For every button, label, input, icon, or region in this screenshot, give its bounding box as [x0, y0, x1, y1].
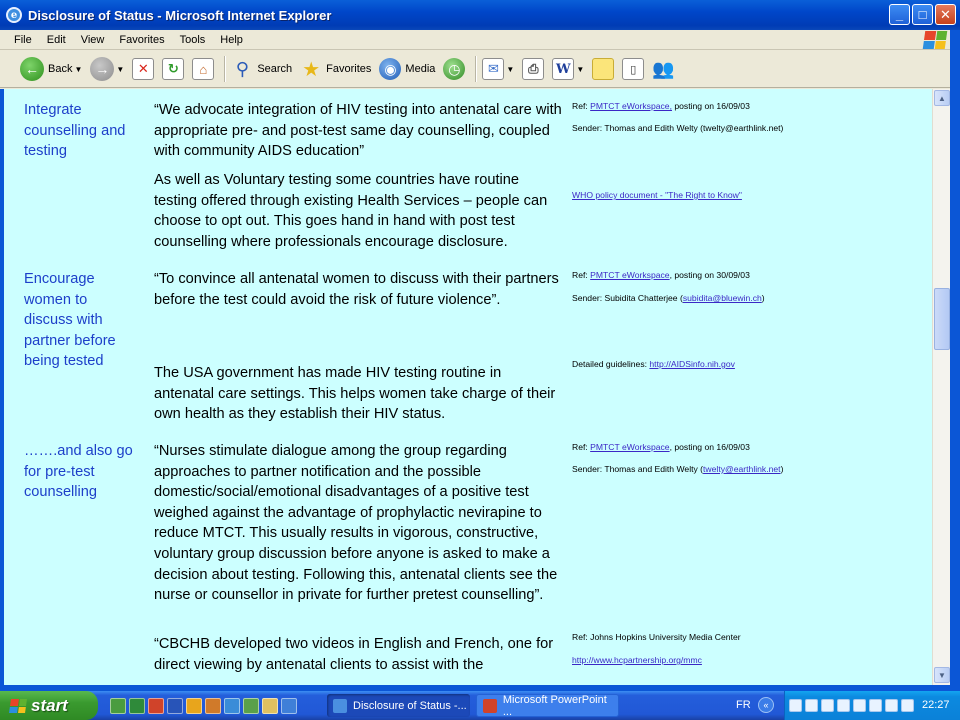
row-label-encourage: Encourage women to discuss with partner before being tested [24, 271, 116, 370]
quicklaunch-icon[interactable] [110, 698, 126, 714]
media-label: Media [405, 63, 436, 75]
vertical-scrollbar[interactable] [932, 89, 950, 685]
text-paragraph: As well as Voluntary testing some countries have routine testing offered through existing Health Services – people can choose to opt out. This goes hand in hand with post test counselling where professionals encourage disclosure. [154, 172, 548, 250]
edit-word-button[interactable] [552, 58, 584, 80]
sender-line: Sender: Thomas and Edith Welty (twelty@earthlink.net) [572, 464, 784, 474]
window-frame [0, 89, 4, 691]
menu-file[interactable]: File [14, 33, 32, 46]
messenger-button[interactable] [652, 58, 674, 80]
history-button[interactable] [443, 58, 465, 80]
excel-icon[interactable] [129, 698, 145, 714]
row-label-integrate: Integrate counselling and testing [24, 102, 126, 160]
discuss-button[interactable] [592, 58, 614, 80]
search-button[interactable] [231, 58, 292, 80]
start-button[interactable] [0, 691, 98, 720]
language-indicator[interactable]: FR [736, 699, 751, 711]
quicklaunch-icon[interactable] [224, 698, 240, 714]
ie-icon [333, 699, 347, 713]
folder-icon[interactable] [262, 698, 278, 714]
quote-paragraph: “We advocate integration of HIV testing into antenatal care with appropriate pre- and post-test same day counselling, coupled with community AIDS education” [154, 102, 562, 160]
history-icon: ◷ [443, 58, 465, 80]
mail-button[interactable] [482, 58, 514, 80]
text-paragraph: The USA government has made HIV testing routine in antenatal care settings. This helps women take charge of their own health as they establish their HIV status. [154, 365, 556, 423]
tray-icon[interactable] [885, 699, 898, 712]
chevron-left-icon[interactable]: « [758, 697, 774, 713]
sender-line: Sender: Thomas and Edith Welty (twelty@earthlink.net) [572, 123, 784, 133]
row-label-pretest: …….and also go for pre-test counselling [24, 443, 133, 501]
back-label: Back [48, 63, 73, 75]
aidsinfo-link[interactable]: http://AIDSinfo.nih.gov [649, 359, 735, 369]
powerpoint-icon[interactable] [148, 698, 164, 714]
ie-icon: e [6, 7, 22, 23]
toolbar-separator [475, 56, 476, 82]
task-disclosure[interactable] [327, 694, 470, 717]
sender-line: Sender: Subidita Chatterjee (subidita@bluewin.ch) [572, 293, 765, 303]
page-content [4, 89, 932, 685]
menu-help[interactable]: Help [220, 33, 243, 46]
media-button[interactable] [379, 58, 435, 80]
favorites-label: Favorites [326, 63, 372, 75]
clock: 22:27 [922, 699, 950, 711]
pmtct-link[interactable]: PMTCT eWorkspace, [590, 101, 672, 111]
refresh-icon: ↻ [162, 58, 184, 80]
tray-icon[interactable] [901, 699, 914, 712]
back-arrow-icon: ← [20, 57, 44, 81]
menu-bar [0, 30, 960, 50]
quote-paragraph: “CBCHB developed two videos in English and French, one for direct viewing by antenatal clients to assist with the [154, 636, 554, 673]
home-icon: ⌂ [192, 58, 214, 80]
ref-line: Ref: PMTCT eWorkspace, posting on 16/09/03 [572, 101, 750, 111]
favorites-button[interactable] [300, 58, 371, 80]
toolbar [0, 51, 960, 88]
tray-icon[interactable] [805, 699, 818, 712]
toolbar-separator [224, 56, 225, 82]
start-label: start [31, 695, 68, 715]
guidelines-line: Detailed guidelines: http://AIDSinfo.nih.gov [572, 359, 735, 369]
window-frame [950, 30, 960, 691]
back-dropdown-icon[interactable]: ▼ [74, 64, 83, 74]
note-icon [592, 58, 614, 80]
print-button[interactable] [522, 58, 544, 80]
maximize-button[interactable]: □ [912, 4, 933, 25]
research-icon: ▯ [622, 58, 644, 80]
ref-line: Ref: PMTCT eWorkspace, posting on 16/09/03 [572, 442, 750, 452]
back-button[interactable] [20, 57, 82, 81]
ie-icon[interactable] [281, 698, 297, 714]
tray-icon[interactable] [853, 699, 866, 712]
email-link[interactable]: twelty@earthlink.net [703, 464, 781, 474]
favorites-star-icon: ★ [302, 58, 321, 81]
quick-launch [110, 698, 297, 714]
tray-icon[interactable] [821, 699, 834, 712]
media-icon: ◉ [379, 58, 401, 80]
scroll-up-icon[interactable]: ▲ [934, 90, 950, 106]
word-icon: W [552, 58, 574, 80]
ref-line: Ref: Johns Hopkins University Media Center [572, 632, 741, 642]
task-label: Disclosure of Status -... [353, 699, 467, 712]
email-link[interactable]: subidita@bluewin.ch [682, 293, 762, 303]
search-icon: ⚲ [235, 58, 249, 79]
task-powerpoint[interactable] [476, 694, 619, 717]
word-icon[interactable] [167, 698, 183, 714]
tray-icon[interactable] [869, 699, 882, 712]
taskbar [0, 691, 960, 720]
stop-icon: ✕ [132, 58, 154, 80]
search-label: Search [257, 63, 293, 75]
quicklaunch-icon[interactable] [186, 698, 202, 714]
quote-paragraph: “To convince all antenatal women to discuss with their partners before the test could avoid the risk of future violence”. [154, 271, 559, 308]
mail-dropdown-icon[interactable]: ▼ [506, 64, 515, 74]
menu-view[interactable]: View [80, 33, 105, 46]
scroll-thumb[interactable] [934, 288, 950, 350]
refresh-button[interactable] [162, 58, 184, 80]
edit-dropdown-icon[interactable]: ▼ [576, 64, 585, 74]
messenger-icon: 👥 [652, 58, 675, 79]
home-button[interactable] [192, 58, 214, 80]
close-button[interactable]: ✕ [935, 4, 956, 25]
print-icon: ⎙ [522, 58, 544, 80]
forward-arrow-icon: → [90, 57, 114, 81]
media-player-icon[interactable] [205, 698, 221, 714]
windows-logo-icon [923, 31, 948, 49]
who-link[interactable]: WHO policy document - "The Right to Know" [572, 190, 742, 200]
menu-edit[interactable]: Edit [46, 33, 66, 46]
minimize-button[interactable]: _ [889, 4, 910, 25]
forward-button[interactable] [90, 57, 124, 81]
title-bar [0, 0, 960, 30]
window-title: Disclosure of Status - Microsoft Internet Explorer [28, 7, 332, 23]
hcpartnership-link[interactable]: http://www.hcpartnership.org/mmc [572, 655, 702, 665]
tray-icon[interactable] [789, 699, 802, 712]
pmtct-link[interactable]: PMTCT eWorkspace [590, 270, 670, 280]
menu-favorites[interactable]: Favorites [119, 33, 165, 46]
task-label: Microsoft PowerPoint ... [502, 693, 607, 718]
forward-dropdown-icon[interactable]: ▼ [116, 64, 125, 74]
ref-line: Ref: PMTCT eWorkspace, posting on 30/09/03 [572, 270, 750, 280]
stop-button[interactable] [132, 58, 154, 80]
windows-logo-icon [9, 699, 27, 713]
scroll-down-icon[interactable]: ▼ [934, 667, 950, 683]
quicklaunch-icon[interactable] [243, 698, 259, 714]
menu-tools[interactable]: Tools [179, 33, 206, 46]
powerpoint-icon [483, 699, 497, 713]
mail-icon: ✉ [482, 58, 504, 80]
research-button[interactable] [622, 58, 644, 80]
quote-paragraph: “Nurses stimulate dialogue among the group regarding approaches to partner notification and the possible domestic/social/emotional disadvantages of a positive test weighed against the advantage of prophylactic nevirapine to reduce MTCT. This usually results in vigorous, constructive, voluntary group discussion before anyone is asked to make a decision about testing. Following this, antenatal clients see the nurse or counsellor in private for further pretest counselling”. [154, 443, 558, 604]
tray-icon[interactable] [837, 699, 850, 712]
pmtct-link[interactable]: PMTCT eWorkspace [590, 442, 670, 452]
